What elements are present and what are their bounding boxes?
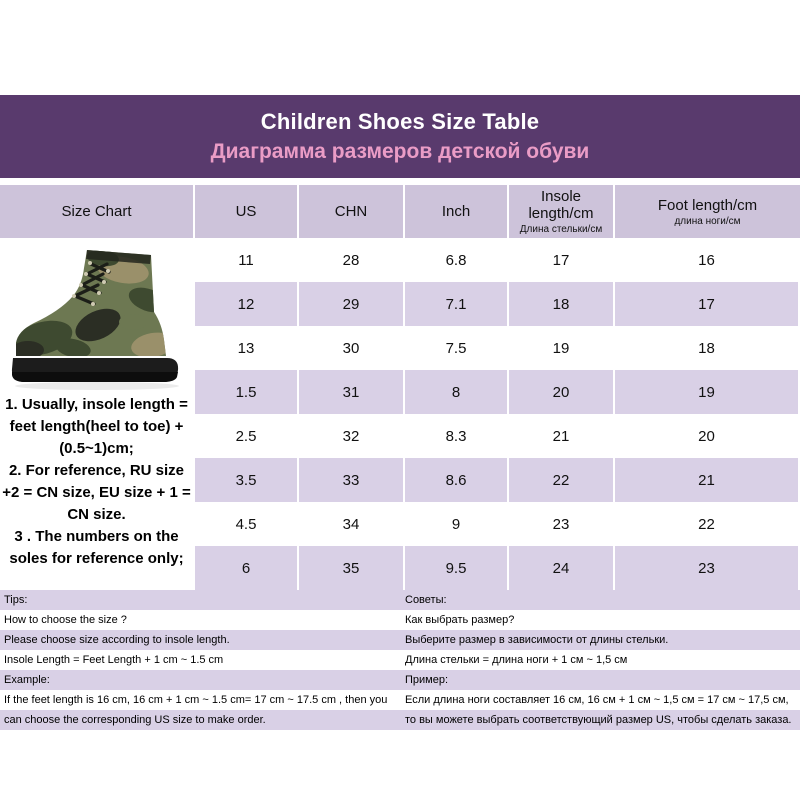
note-1: 1. Usually, insole length = feet length(heel to toe) + (0.5~1)cm; — [5, 396, 188, 457]
table-cell: 33 — [299, 458, 405, 502]
table-header-row — [0, 185, 800, 238]
table-body — [0, 238, 800, 590]
table-row — [195, 546, 800, 590]
table-cell: 2.5 — [195, 414, 299, 458]
table-cell: 17 — [615, 282, 800, 326]
tips-line — [0, 610, 800, 630]
table-cell: 8.6 — [405, 458, 509, 502]
column-header-us: US — [195, 185, 299, 238]
table-cell: 21 — [509, 414, 615, 458]
table-cell: 24 — [509, 546, 615, 590]
tips-line — [0, 690, 800, 710]
sizing-notes — [0, 392, 193, 570]
table-cell: 18 — [509, 282, 615, 326]
table-cell: 13 — [195, 326, 299, 370]
table-cell: 3.5 — [195, 458, 299, 502]
table-row — [195, 282, 800, 326]
table-cell: 9 — [405, 502, 509, 546]
table-cell: 6 — [195, 546, 299, 590]
tips-line — [0, 650, 800, 670]
table-cell: 7.5 — [405, 326, 509, 370]
tips-ru-line: Длина стельки = длина ноги + 1 см ~ 1,5 см — [405, 654, 628, 666]
table-cell: 1.5 — [195, 370, 299, 414]
table-cell: 34 — [299, 502, 405, 546]
column-header-chn: CHN — [299, 185, 405, 238]
table-cell: 16 — [615, 238, 800, 282]
table-cell: 29 — [299, 282, 405, 326]
table-cell: 18 — [615, 326, 800, 370]
table-cell: 22 — [509, 458, 615, 502]
table-cell: 19 — [615, 370, 800, 414]
column-header-foot-ru: длина ноги/см — [674, 215, 741, 227]
tips-en-line: Insole Length = Feet Length + 1 cm ~ 1.5 cm — [4, 654, 224, 666]
column-header-foot-main: Foot length/cm — [657, 196, 758, 214]
column-header-insole — [509, 185, 615, 238]
table-row — [195, 370, 800, 414]
column-header-insole-ru: Длина стельки/см — [519, 224, 603, 235]
tips-ru-line: Если длина ноги составляет 16 см, 16 см + 1 см ~ 1,5 см = 17 см ~ 17,5 см, — [405, 694, 789, 706]
tips-en-line: Example: — [4, 674, 50, 686]
table-cell: 30 — [299, 326, 405, 370]
table-row — [195, 458, 800, 502]
tips-en-heading: Tips: — [4, 594, 28, 606]
table-row — [195, 326, 800, 370]
table-cell: 23 — [615, 546, 800, 590]
note-3: 3 . The numbers on the soles for reference only; — [9, 528, 184, 567]
column-header-inch: Inch — [405, 185, 509, 238]
table-row — [195, 238, 800, 282]
table-cell: 31 — [299, 370, 405, 414]
note-2: 2. For reference, RU size +2 = CN size, EU size + 1 = CN size. — [2, 462, 191, 523]
page-title-en: Children Shoes Size Table — [260, 109, 540, 134]
tips-en-line: Please choose size according to insole length. — [4, 634, 230, 646]
tips-ru-line: Как выбрать размер? — [405, 614, 515, 626]
product-boot-photo — [3, 240, 191, 392]
left-panel — [0, 238, 195, 590]
table-cell: 21 — [615, 458, 800, 502]
tips-line — [0, 670, 800, 690]
tips-section — [0, 590, 800, 730]
tips-line — [0, 590, 800, 610]
table-cell: 8.3 — [405, 414, 509, 458]
table-cell: 20 — [615, 414, 800, 458]
table-cell: 17 — [509, 238, 615, 282]
tips-ru-line: то вы можете выбрать соответствующий размер US, чтобы сделать заказа. — [405, 714, 792, 726]
tips-en-line: If the feet length is 16 cm, 16 cm + 1 cm ~ 1.5 cm= 17 cm ~ 17.5 cm , then you — [4, 694, 388, 706]
tips-line — [0, 630, 800, 650]
table-row — [195, 502, 800, 546]
column-header-size-chart: Size Chart — [0, 185, 195, 238]
column-header-foot — [615, 185, 800, 238]
table-cell: 32 — [299, 414, 405, 458]
column-header-insole-main: Insole length/cm — [528, 188, 594, 222]
tips-ru-line: Выберите размер в зависимости от длины стельки. — [405, 634, 669, 646]
table-cell: 22 — [615, 502, 800, 546]
size-table — [0, 185, 800, 590]
table-cell: 19 — [509, 326, 615, 370]
table-cell: 7.1 — [405, 282, 509, 326]
page-title-ru: Диаграмма размеров детской обуви — [210, 140, 590, 163]
table-cell: 11 — [195, 238, 299, 282]
table-rows — [195, 238, 800, 590]
table-cell: 20 — [509, 370, 615, 414]
table-cell: 9.5 — [405, 546, 509, 590]
tips-en-line: How to choose the size ? — [4, 614, 127, 626]
table-cell: 35 — [299, 546, 405, 590]
tips-ru-heading: Советы: — [405, 594, 447, 606]
title-banner — [0, 95, 800, 178]
tips-en-line: can choose the corresponding US size to make order. — [4, 714, 266, 726]
table-cell: 23 — [509, 502, 615, 546]
table-cell: 4.5 — [195, 502, 299, 546]
tips-line — [0, 710, 800, 730]
tips-ru-line: Пример: — [405, 674, 449, 686]
camo-boot-icon — [3, 240, 191, 392]
table-row — [195, 414, 800, 458]
table-cell: 28 — [299, 238, 405, 282]
table-cell: 8 — [405, 370, 509, 414]
table-cell: 6.8 — [405, 238, 509, 282]
table-cell: 12 — [195, 282, 299, 326]
